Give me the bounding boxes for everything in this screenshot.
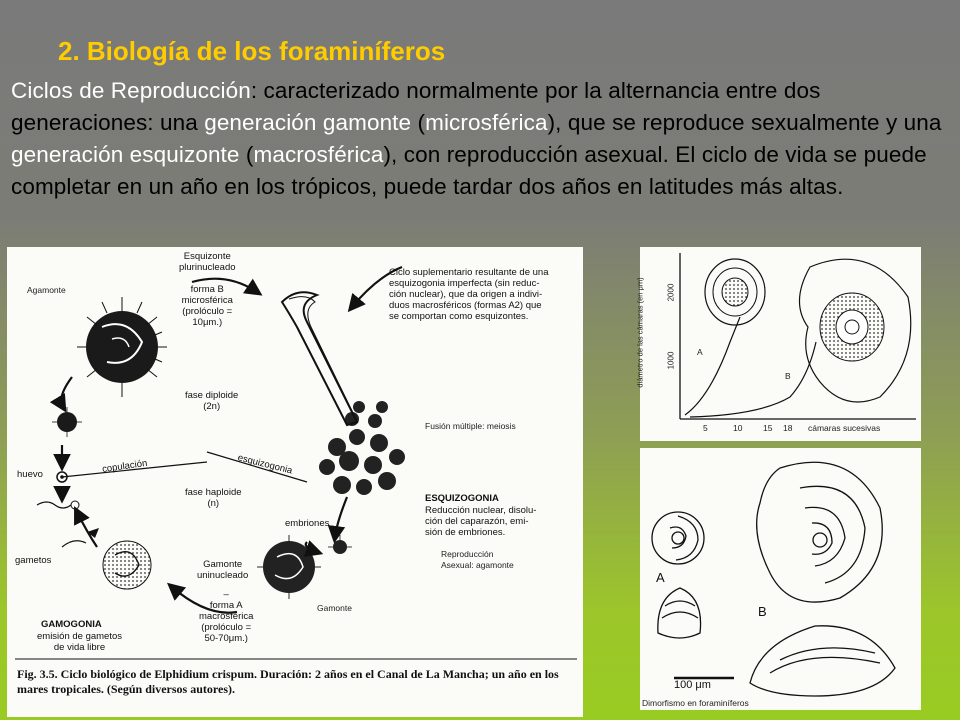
paragraph-part-4: ( bbox=[411, 110, 426, 135]
agamonte-test bbox=[77, 297, 167, 397]
crescent-shape bbox=[282, 292, 357, 425]
life-cycle-figure bbox=[7, 247, 583, 717]
asexual-label: Asexual: agamonte bbox=[441, 560, 514, 570]
gamonte-uninucleado-label: Gamonte uninucleado bbox=[197, 559, 249, 581]
chamber-growth-drawing bbox=[640, 247, 921, 441]
reproduccion-label: Reproducción bbox=[441, 549, 494, 559]
gamonte-test bbox=[257, 535, 321, 599]
gamonte-label: Gamonte bbox=[317, 603, 352, 613]
paragraph-part-10: ), con reproducción asexual. bbox=[383, 142, 676, 167]
esquizogonia-desc: Reducción nuclear, disolu- ción del caparazón, emi- sión de embriones. bbox=[425, 505, 537, 538]
dimorphism-figure bbox=[640, 448, 921, 710]
fase-haploide-label: fase haploide (n) bbox=[185, 487, 242, 509]
suplementario-note: Ciclo suplementario resultante de una esquizogonia imperfecta (sin reduc- ción nuclear), que da origen a indivi- duos macrosféricos (formas A2) que se comportan como esquizontes. bbox=[389, 267, 549, 322]
paragraph-part-5: microsférica bbox=[425, 110, 548, 135]
paragraph-part-6: ), que se reproduce sexualmente y una bbox=[547, 110, 942, 135]
microspheric-test bbox=[705, 259, 765, 325]
form-a-test bbox=[652, 512, 704, 564]
fase-diploide-label: fase diploide (2n) bbox=[185, 390, 239, 412]
form-b-test bbox=[757, 462, 883, 602]
form-a-side bbox=[658, 588, 701, 638]
esquizogonia-title: ESQUIZOGONIA bbox=[425, 493, 499, 504]
paragraph-part-3: generación gamonte bbox=[204, 110, 412, 135]
embriones-label: embriones bbox=[285, 518, 330, 529]
x-tick-10: 10 bbox=[733, 423, 743, 433]
y-tick-1000: 1000 bbox=[666, 351, 676, 370]
form-b-label: B bbox=[758, 604, 767, 619]
form-a-label: A bbox=[656, 570, 665, 585]
gamogonia-desc: emisión de gametos de vida libre bbox=[37, 631, 123, 653]
growth-xlabel: cámaras sucesivas bbox=[808, 423, 881, 433]
paragraph-part-2: : caracterizado normalmente por la alternancia entre dos generaciones: una bbox=[11, 78, 821, 135]
macrospheric-test bbox=[799, 259, 910, 402]
agamonte-label: Agamonte bbox=[27, 285, 66, 295]
scale-label: 100 μm bbox=[674, 679, 711, 691]
paragraph-part-11: El ciclo de vida se puede completar en un año en los trópicos, puede tardar dos años en latitudes más altas. bbox=[11, 142, 927, 199]
dimorphism-caption: Dimorfismo en foraminíferos bbox=[642, 698, 749, 708]
gamogonia-title: GAMOGONIA bbox=[41, 619, 102, 630]
growth-ylabel: diámetro de las cámaras (en μm) bbox=[635, 277, 645, 388]
x-tick-15: 15 bbox=[763, 423, 773, 433]
chamber-growth-figure bbox=[635, 247, 921, 441]
slide-title: 2. Biología de los foraminíferos bbox=[58, 36, 446, 66]
embriones-cell bbox=[333, 540, 347, 554]
paragraph-part-8: ( bbox=[239, 142, 254, 167]
juvenile-test bbox=[57, 412, 77, 432]
form-b-side bbox=[750, 626, 895, 696]
paragraph-part-7: generación esquizonte bbox=[11, 142, 240, 167]
dimorphism-drawing bbox=[640, 448, 921, 710]
esquizogonia-cluster bbox=[319, 401, 405, 495]
x-tick-5: 5 bbox=[703, 423, 708, 433]
y-tick-2000: 2000 bbox=[666, 283, 676, 302]
esquizonte-label: Esquizonte plurinucleado – forma B microsférica (prolóculo = 10μm.) bbox=[179, 251, 236, 328]
forma-a-label: – forma A macrosférica (prolóculo = 50-70μm.) bbox=[199, 589, 254, 644]
fusion-label: Fusión múltiple: meiosis bbox=[425, 421, 516, 431]
slide-paragraph bbox=[11, 75, 956, 203]
esquizogonia-arrow-label: esquizogonia bbox=[236, 452, 294, 477]
gametos-label: gametos bbox=[15, 555, 52, 566]
figure-caption: Fig. 3.5. Ciclo biológico de Elphidium crispum. Duración: 2 años en el Canal de La Mancha; un año en los mares tropicales. (Según diversos autores). bbox=[17, 667, 559, 696]
gamogonia-test bbox=[103, 541, 151, 589]
x-tick-18: 18 bbox=[783, 423, 793, 433]
curve-b bbox=[690, 342, 816, 417]
curve-a bbox=[685, 317, 740, 415]
paragraph-part-1: Ciclos de Reproducción bbox=[11, 78, 251, 103]
curve-a-label: A bbox=[697, 347, 703, 357]
huevo-label: huevo bbox=[17, 469, 43, 480]
curve-b-label: B bbox=[785, 371, 791, 381]
gametos-flagella bbox=[37, 502, 71, 508]
copulacion-label: copulación bbox=[101, 457, 148, 476]
paragraph-part-9: macrosférica bbox=[253, 142, 384, 167]
